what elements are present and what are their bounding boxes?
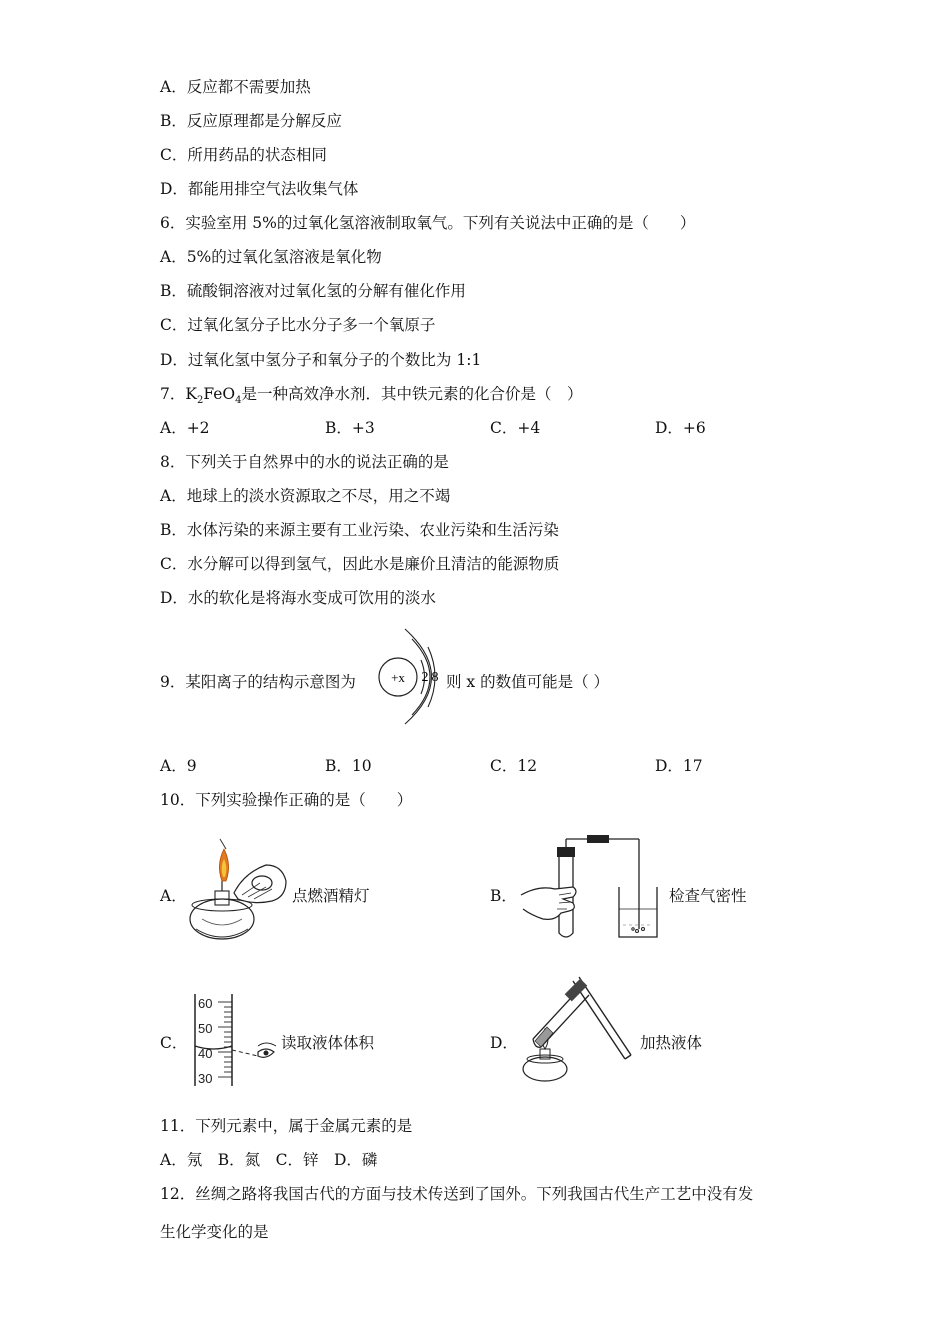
q11-stem: 11．下列元素中，属于金属元素的是 (160, 1117, 413, 1135)
q7-option-b: B．+3 (325, 419, 375, 437)
q6-option-c: C．过氧化氢分子比水分子多一个氧原子 (160, 316, 436, 334)
q5-option-a: A．反应都不需要加热 (160, 78, 311, 96)
tick-50: 50 (198, 1021, 213, 1036)
q6-option-b: B．硫酸铜溶液对过氧化氢的分解有催化作用 (160, 282, 466, 300)
q10-c-letter: C． (160, 1034, 188, 1052)
q10-a-caption: 点燃酒精灯 (292, 887, 370, 905)
airtightness-figure (515, 833, 670, 943)
q12-stem-line1: 12．丝绸之路将我国古代的方面与技术传送到了国外。下列我国古代生产工艺中没有发 (160, 1185, 754, 1203)
q10-b-letter: B． (490, 887, 517, 905)
ion-structure-diagram (372, 625, 447, 725)
q7-option-c: C．+4 (490, 419, 541, 437)
shell1-label: 2 (421, 670, 429, 685)
q7-option-d: D．+6 (655, 419, 706, 437)
q9-option-b: B．10 (325, 757, 372, 775)
q5-option-b: B．反应原理都是分解反应 (160, 112, 342, 130)
q12-stem-line2: 生化学变化的是 (160, 1223, 269, 1241)
tick-60: 60 (198, 996, 213, 1011)
q10-b-caption: 检查气密性 (669, 887, 747, 905)
q10-a-letter: A． (160, 887, 187, 905)
q8-option-b: B．水体污染的来源主要有工业污染、农业污染和生活污染 (160, 521, 559, 539)
q8-option-c: C．水分解可以得到氢气，因此水是廉价且清洁的能源物质 (160, 555, 560, 573)
q9-stem-before: 9．某阳离子的结构示意图为 (160, 673, 356, 691)
q10-d-caption: 加热液体 (640, 1034, 703, 1052)
tick-40: 40 (198, 1046, 213, 1061)
shell2-label: 8 (431, 670, 439, 685)
tick-30: 30 (198, 1071, 213, 1086)
q10-c-caption: 读取液体体积 (281, 1034, 375, 1052)
q7-stem: 7．$K_2FeO_4$是一种高效净水剂．其中铁元素的化合价是（ ） (160, 385, 583, 407)
q5-option-d: D．都能用排空气法收集气体 (160, 180, 359, 198)
heating-liquid-figure (515, 975, 640, 1090)
q6-stem: 6．实验室用 5%的过氧化氢溶液制取氧气。下列有关说法中正确的是（ ） (160, 214, 696, 232)
q6-option-d: D．过氧化氢中氢分子和氧分子的个数比为 1:1 (160, 351, 482, 369)
q9-option-a: A．9 (160, 757, 197, 775)
q9-option-d: D．17 (655, 757, 703, 775)
q7-option-a: A．+2 (160, 419, 210, 437)
q5-option-c: C．所用药品的状态相同 (160, 146, 327, 164)
lamp-lighting-figure (182, 835, 292, 945)
q8-option-a: A．地球上的淡水资源取之不尽，用之不竭 (160, 487, 451, 505)
q10-stem: 10．下列实验操作正确的是（ ） (160, 791, 413, 809)
q6-option-a: A．5%的过氧化氢溶液是氧化物 (160, 248, 382, 266)
q11-options: A．氖 B．氮 C．锌 D．磷 (160, 1151, 378, 1169)
q8-option-d: D．水的软化是将海水变成可饮用的淡水 (160, 589, 436, 607)
q9-stem-after: 则 x 的数值可能是（ ） (446, 673, 610, 691)
nucleus-label: +x (391, 670, 405, 685)
q8-stem: 8．下列关于自然界中的水的说法正确的是 (160, 453, 449, 471)
q10-d-letter: D． (490, 1034, 518, 1052)
graduated-cylinder-figure (188, 990, 283, 1090)
q9-option-c: C．12 (490, 757, 538, 775)
